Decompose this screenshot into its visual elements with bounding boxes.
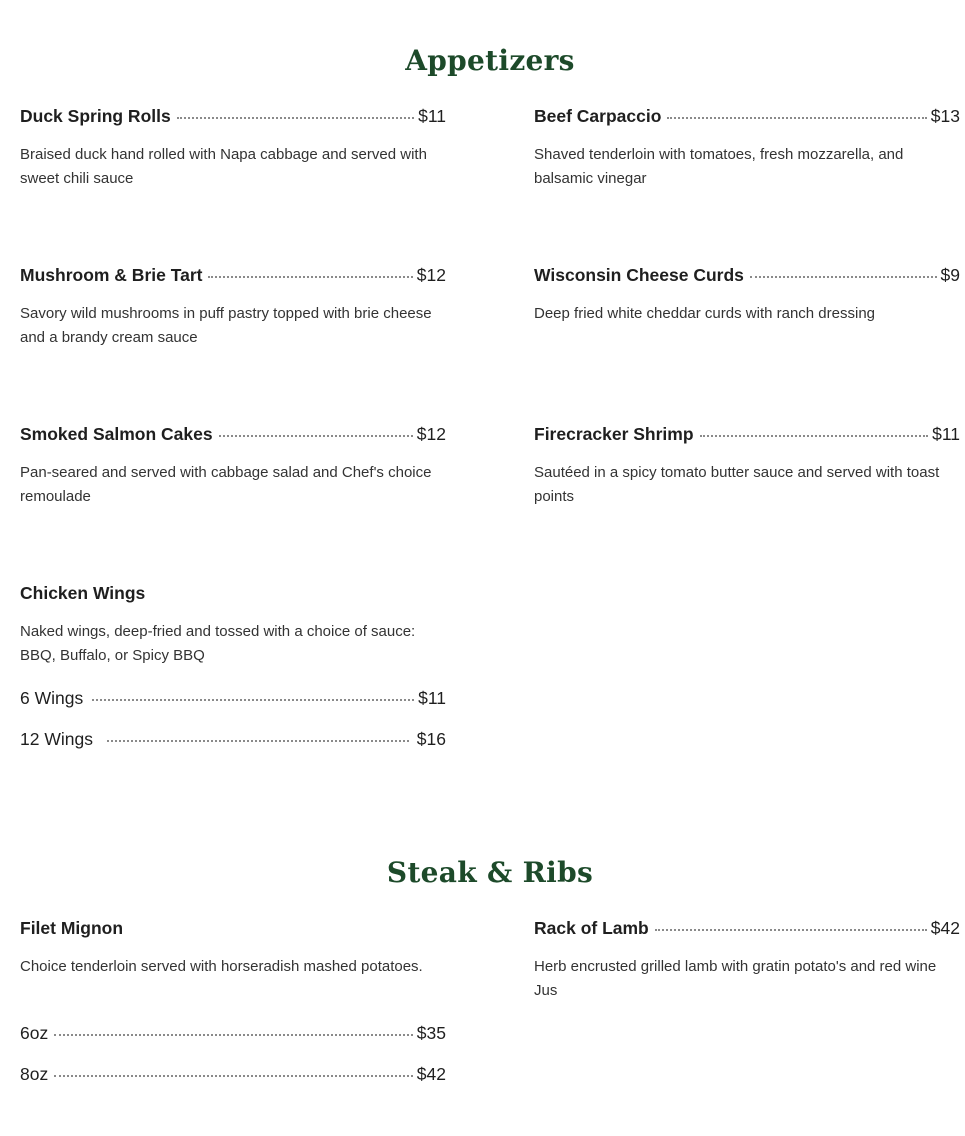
item-description: Shaved tenderloin with tomatoes, fresh mozzarella, and balsamic vinegar	[534, 146, 904, 187]
dot-leader	[219, 435, 413, 437]
option-label: 8oz	[20, 1064, 49, 1084]
dot-leader	[92, 699, 414, 701]
dot-leader	[107, 740, 409, 742]
menu-item-beef-carpaccio	[534, 106, 960, 191]
item-name: Rack of Lamb	[534, 918, 649, 938]
item-name: Filet Mignon	[20, 918, 124, 938]
dot-leader	[208, 276, 412, 278]
item-description: Choice tenderloin served with horseradish mashed potatoes.	[20, 958, 423, 975]
item-name: Wisconsin Cheese Curds	[534, 265, 744, 285]
option-price: $16	[416, 729, 446, 749]
item-price: $12	[416, 265, 446, 285]
menu-item-chicken-wings	[20, 583, 446, 763]
item-description: Savory wild mushrooms in puff pastry topped with brie cheese and a brandy cream sauce	[20, 305, 432, 346]
dot-leader	[655, 929, 927, 931]
dot-leader	[177, 117, 414, 119]
item-price: $13	[930, 106, 960, 126]
item-price: $9	[940, 265, 960, 285]
item-price: $11	[932, 424, 960, 444]
steak-ribs-heading: Steak & Ribs	[386, 856, 594, 889]
price-option	[20, 729, 446, 753]
option-label: 6 Wings	[20, 688, 84, 708]
price-option	[20, 1064, 446, 1088]
item-name: Chicken Wings	[20, 583, 146, 603]
item-price: $42	[930, 918, 960, 938]
item-name: Mushroom & Brie Tart	[20, 265, 203, 285]
item-price: $12	[416, 424, 446, 444]
option-price: $11	[418, 688, 446, 708]
item-description: Pan-seared and served with cabbage salad and Chef's choice remoulade	[20, 464, 432, 505]
dot-leader	[750, 276, 937, 278]
menu-item-duck-spring-rolls	[20, 106, 446, 191]
dot-leader	[667, 117, 926, 119]
option-price: $35	[416, 1023, 446, 1043]
price-option	[20, 1023, 446, 1047]
item-name: Beef Carpaccio	[534, 106, 662, 126]
item-description: Herb encrusted grilled lamb with gratin potato's and red wine Jus	[534, 958, 937, 999]
item-name: Firecracker Shrimp	[534, 424, 694, 444]
menu-item-filet-mignon	[20, 918, 446, 1098]
menu-item-rack-of-lamb	[534, 918, 960, 1003]
item-description: Sautéed in a spicy tomato butter sauce and served with toast points	[534, 464, 940, 505]
price-option	[20, 688, 446, 712]
item-name: Duck Spring Rolls	[20, 106, 171, 126]
item-description: Braised duck hand rolled with Napa cabbage and served with sweet chili sauce	[20, 146, 427, 187]
option-price: $42	[416, 1064, 446, 1084]
option-label: 12 Wings	[20, 729, 93, 749]
menu-item-smoked-salmon-cakes	[20, 424, 446, 509]
dot-leader	[54, 1075, 413, 1077]
dot-leader	[700, 435, 929, 437]
item-description: Deep fried white cheddar curds with ranch dressing	[534, 305, 876, 322]
item-name: Smoked Salmon Cakes	[20, 424, 213, 444]
dot-leader	[54, 1034, 413, 1036]
menu-item-mushroom-brie-tart	[20, 265, 446, 350]
menu-item-firecracker-shrimp	[534, 424, 960, 509]
menu-item-wisconsin-cheese-curds	[534, 265, 960, 326]
option-label: 6oz	[20, 1023, 49, 1043]
appetizers-heading: Appetizers	[405, 44, 575, 77]
item-description: Naked wings, deep-fried and tossed with a choice of sauce: BBQ, Buffalo, or Spicy BBQ	[20, 623, 416, 664]
item-price: $11	[418, 106, 446, 126]
